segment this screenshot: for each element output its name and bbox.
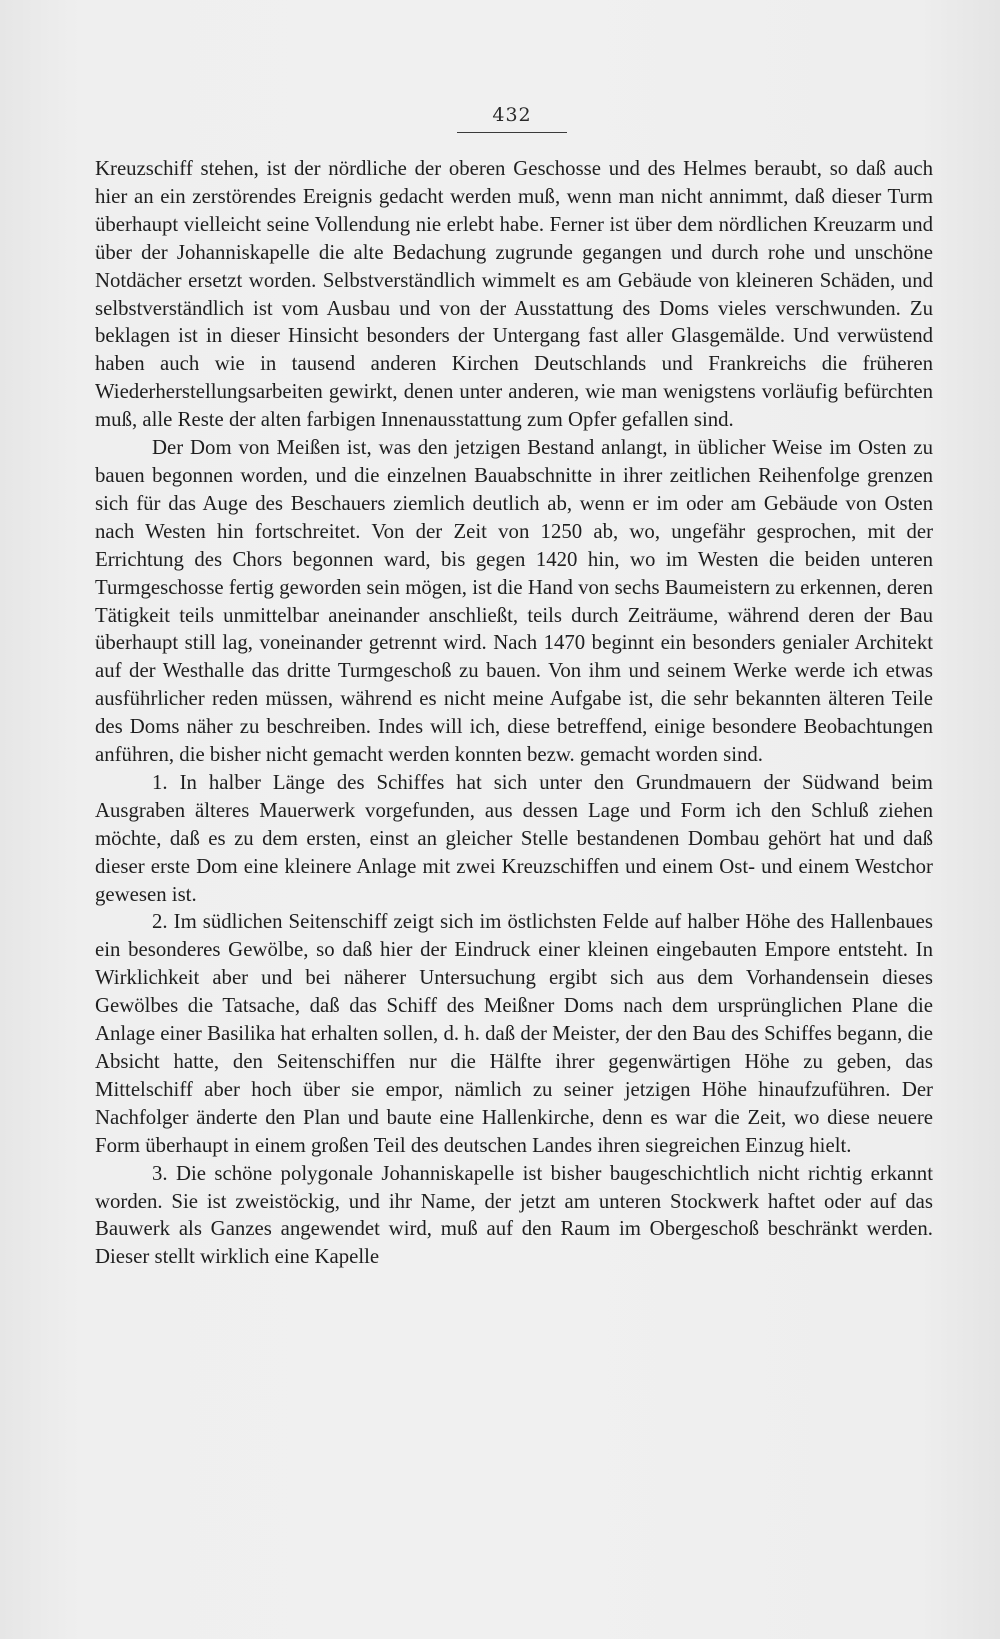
body-text [95,155,933,1271]
page-number-rule [457,132,567,133]
paragraph-dom-meissen: Der Dom von Meißen ist, was den jetzigen Bestand anlangt, in üblicher Weise im Osten zu bauen begonnen worden, und die einzelnen Bauabschnitte in ihrer zeitlichen Reihenfolge grenzen sich für das Auge des Beschauers ziemlich deutlich ab, wenn er im oder am Gebäude von Osten nach Westen hin fortschreitet. Von der Zeit von 1250 ab, wo, ungefähr gesprochen, mit der Errichtung des Chors begonnen ward, bis gegen 1420 hin, wo im Westen die beiden unteren Turmgeschosse fertig geworden sein mögen, ist die Hand von sechs Baumeistern zu erkennen, deren Tätigkeit teils unmittelbar aneinander anschließt, teils durch Zeiträume, während deren der Bau überhaupt still lag, voneinander getrennt wird. Nach 1470 beginnt ein besonders genialer Architekt auf der Westhalle das dritte Turmgeschoß zu bauen. Von ihm und seinem Werke werde ich etwas ausführlicher reden müssen, während es nicht meine Aufgabe ist, die sehr bekannten älteren Teile des Doms näher zu beschreiben. Indes will ich, diese betreffend, einige besondere Beobachtungen anführen, die bisher nicht gemacht werden konnten bezw. gemacht worden sind. [95,436,933,767]
paragraph-point-2: 2. Im südlichen Seitenschiff zeigt sich im östlichsten Felde auf halber Höhe des Hallenbaues ein besonderes Gewölbe, so daß hier der Eindruck einer kleinen eingebauten Empore entsteht. In Wirklichkeit aber und bei näherer Untersuchung ergibt sich aus dem Vorhandensein dieses Gewölbes die Tatsache, daß das Schiff des Meißner Doms nach dem ursprünglichen Plane die Anlage einer Basilika hat erhalten sollen, d. h. daß der Meister, der den Bau des Schiffes begann, die Absicht hatte, den Seitenschiffen nur die Hälfte ihrer gegenwärtigen Höhe zu geben, das Mittelschiff aber hoch über sie empor, nämlich zu seiner jetzigen Höhe hinaufzuführen. Der Nachfolger änderte den Plan und baute eine Hallenkirche, denn es war die Zeit, wo diese neuere Form überhaupt in einem großen Teil des deutschen Landes ihren siegreichen Einzug hielt. [95,910,933,1157]
paragraph-point-3: 3. Die schöne polygonale Johanniskapelle ist bisher baugeschichtlich nicht richtig erkannt worden. Sie ist zweistöckig, und ihr Name, der jetzt am unteren Stockwerk haftet oder auf das Bauwerk als Ganzes angewendet wird, muß auf den Raum im Obergeschoß beschränkt werden. Dieser stellt wirklich eine Kapelle [95,1161,933,1269]
paragraph-continuation: Kreuzschiff stehen, ist der nördliche der oberen Geschosse und des Helmes beraubt, so daß auch hier an ein zerstörendes Ereignis gedacht werden muß, wenn man nicht annimmt, daß dieser Turm überhaupt vielleicht seine Vollendung nie erlebt habe. Ferner ist über dem nördlichen Kreuzarm und über der Johanniskapelle die alte Bedachung zugrunde gegangen und durch rohe und unschöne Notdächer ersetzt worden. Selbstverständlich wimmelt es am Gebäude von kleineren Schäden, und selbstverständlich ist vom Ausbau und von der Ausstattung des Doms vieles verschwunden. Zu beklagen ist in dieser Hinsicht besonders der Untergang fast aller Glasgemälde. Und verwüstend haben auch wie in tausend anderen Kirchen Deutschlands und Frankreichs die früheren Wiederherstellungsarbeiten gewirkt, denen unter anderen, wie man wenigstens vorläufig befürchten muß, alle Reste der alten farbigen Innenausstattung zum Opfer gefallen sind. [95,157,933,432]
page-number: 432 [492,104,532,126]
paragraph-point-1: 1. In halber Länge des Schiffes hat sich unter den Grundmauern der Südwand beim Ausgraben älteres Mauerwerk vorgefunden, aus dessen Lage und Form ich den Schluß ziehen möchte, daß es zu dem ersten, einst an gleicher Stelle bestandenen Dombau gehört hat und daß dieser erste Dom eine kleinere Anlage mit zwei Kreuzschiffen und einem Ost- und einem Westchor gewesen ist. [95,770,933,906]
